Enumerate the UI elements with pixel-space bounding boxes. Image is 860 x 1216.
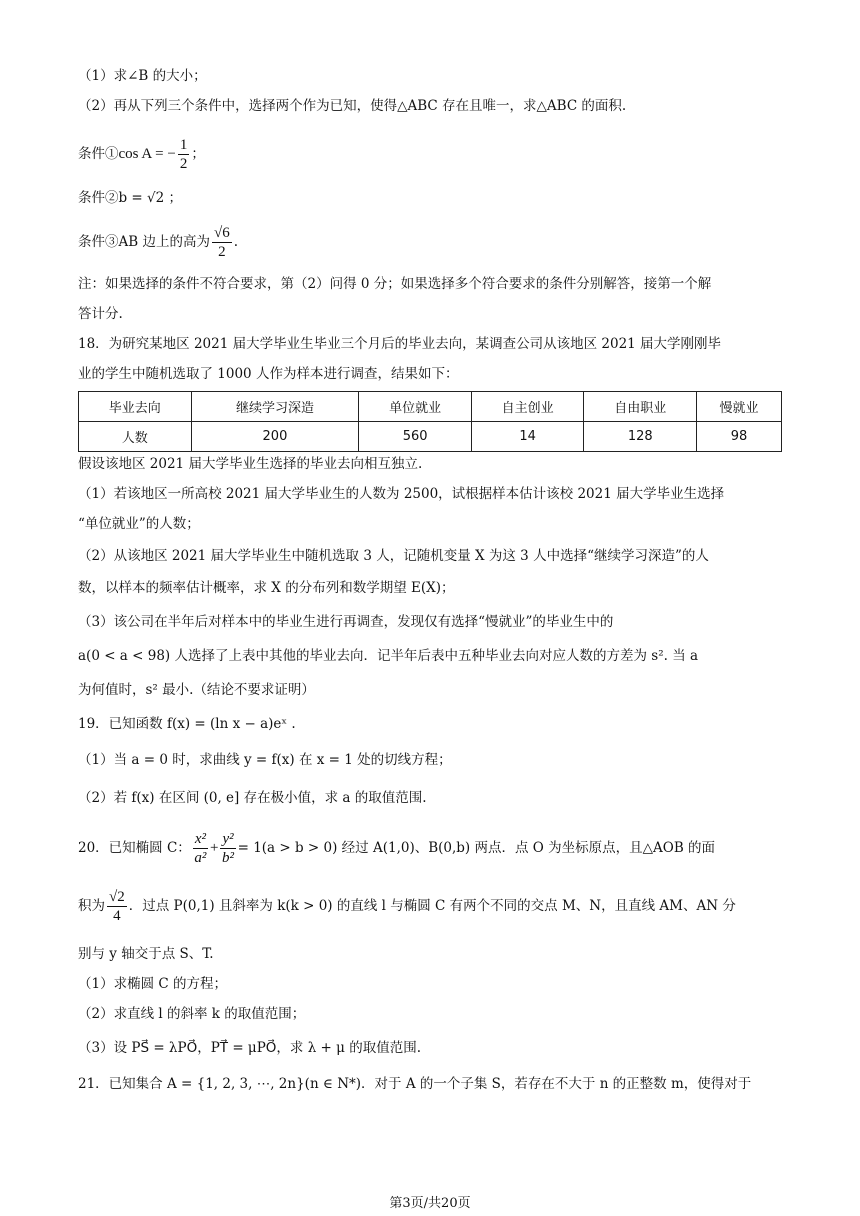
q20-stem-2	[78, 884, 782, 928]
table-header-cell: 自由职业	[584, 392, 697, 422]
table-header-row	[79, 392, 782, 422]
condition-3-fraction	[212, 224, 232, 261]
q18-part1-b: “单位就业”的人数；	[78, 516, 200, 532]
fraction-numerator: 1	[179, 137, 188, 153]
q18-intro-1: 18．为研究某地区 2021 届大学毕业生毕业三个月后的毕业去向，某调查公司从该地区 2021 届大学刚刚毕	[78, 336, 722, 352]
graduation-destination-table	[78, 391, 782, 452]
condition-1-fraction	[178, 136, 190, 173]
area-label: 积为	[78, 898, 105, 914]
fraction-numerator: x²	[194, 831, 206, 847]
condition-3	[78, 222, 782, 262]
note-line-1: 注：如果选择的条件不符合要求，第（2）问得 0 分；如果选择多个符合要求的条件分别解答，接第一个解	[78, 276, 712, 292]
q20-condition-text: = 1(a > b > 0) 经过 A(1,0)、B(0,b) 两点．点 O 为坐标原点，且△AOB 的面	[237, 840, 716, 856]
q20-label: 20．已知椭圆 C：	[78, 840, 191, 856]
q18-part2-a: （2）从该地区 2021 届大学毕业生中随机选取 3 人，记随机变量 X 为这 3 人中选择“继续学习深造”的人	[78, 548, 709, 564]
condition-1-label: 条件①	[78, 146, 119, 162]
condition-1	[78, 134, 782, 174]
page-footer: 第3页/共20页	[389, 1196, 471, 1211]
condition-1-expr: cos A = −	[118, 146, 176, 162]
ellipse-term-y	[220, 830, 235, 867]
q20-line-text: ．过点 P(0,1) 且斜率为 k(k > 0) 的直线 l 与椭圆 C 有两个不同的交点 M、N，且直线 AM、AN 分	[128, 898, 736, 914]
q18-part3-b: a(0 < a < 98) 人选择了上表中其他的毕业去向．记半年后表中五种毕业去向对应人数的方差为 s². 当 a	[78, 648, 699, 664]
q18-part3-a: （3）该公司在半年后对样本中的毕业生进行再调查，发现仅有选择“慢就业”的毕业生中的	[78, 614, 614, 630]
q18-part2-b: 数，以样本的频率估计概率，求 X 的分布列和数学期望 E(X)；	[78, 580, 455, 596]
fraction-numerator: y²	[222, 831, 234, 847]
fraction-denominator: 4	[113, 908, 121, 924]
table-header-cell: 单位就业	[359, 392, 472, 422]
q19-part2: （2）若 f(x) 在区间 (0, e] 存在极小值，求 a 的取值范围.	[78, 790, 427, 806]
condition-3-label: 条件③AB 边上的高为	[78, 234, 210, 250]
condition-3-end: .	[233, 234, 238, 250]
condition-2: 条件②b = √2 ；	[78, 190, 183, 206]
table-cell: 128	[584, 422, 697, 452]
q19-part1: （1）当 a = 0 时，求曲线 y = f(x) 在 x = 1 处的切线方程；	[78, 752, 452, 768]
q20-stem-1	[78, 826, 782, 870]
table-cell: 14	[471, 422, 584, 452]
table-cell: 200	[191, 422, 359, 452]
q20-part2: （2）求直线 l 的斜率 k 的取值范围；	[78, 1006, 306, 1022]
q19-stem: 19．已知函数 f(x) = (ln x − a)eˣ .	[78, 716, 296, 732]
q21-stem: 21．已知集合 A = {1, 2, 3, ⋯, 2n}(n ∈ N*)．对于 A 的一个子集 S，若存在不大于 n 的正整数 m，使得对于	[78, 1076, 752, 1092]
table-header-cell: 毕业去向	[79, 392, 192, 422]
q20-part1: （1）求椭圆 C 的方程；	[78, 976, 228, 992]
fraction-denominator: a²	[194, 850, 207, 866]
fraction-numerator: √6	[213, 225, 230, 241]
q18-part1-a: （1）若该地区一所高校 2021 届大学毕业生的人数为 2500，试根据样本估计该校 2021 届大学毕业生选择	[78, 486, 725, 502]
fraction-denominator: 2	[218, 244, 226, 260]
plus-sign: +	[209, 840, 219, 856]
ellipse-term-x	[193, 830, 208, 867]
fraction-denominator: b²	[222, 850, 235, 866]
note-line-2: 答计分.	[78, 306, 123, 322]
area-fraction	[107, 888, 127, 925]
q20-part3: （3）设 PS⃗ = λPO⃗，PT⃗ = μPO⃗，求 λ + μ 的取值范围.	[78, 1040, 421, 1056]
q17-part2: （2）再从下列三个条件中，选择两个作为已知，使得△ABC 存在且唯一，求△ABC 的面积.	[78, 98, 627, 114]
q18-assumption: 假设该地区 2021 届大学毕业生选择的毕业去向相互独立.	[78, 456, 423, 472]
table-cell: 98	[697, 422, 782, 452]
q18-intro-2: 业的学生中随机选取了 1000 人作为样本进行调查，结果如下：	[78, 366, 459, 382]
fraction-numerator: √2	[109, 889, 125, 905]
q18-part3-c: 为何值时，s² 最小.（结论不要求证明）	[78, 682, 315, 698]
q20-stem-3: 别与 y 轴交于点 S、T.	[78, 946, 214, 962]
fraction-denominator: 2	[179, 156, 188, 172]
q17-part1: （1）求∠B 的大小；	[78, 68, 207, 84]
table-row-label: 人数	[79, 422, 192, 452]
table-cell: 560	[359, 422, 472, 452]
table-header-cell: 慢就业	[697, 392, 782, 422]
table-header-cell: 继续学习深造	[191, 392, 359, 422]
table-header-cell: 自主创业	[471, 392, 584, 422]
condition-1-end: ；	[191, 146, 205, 162]
table-row	[79, 422, 782, 452]
